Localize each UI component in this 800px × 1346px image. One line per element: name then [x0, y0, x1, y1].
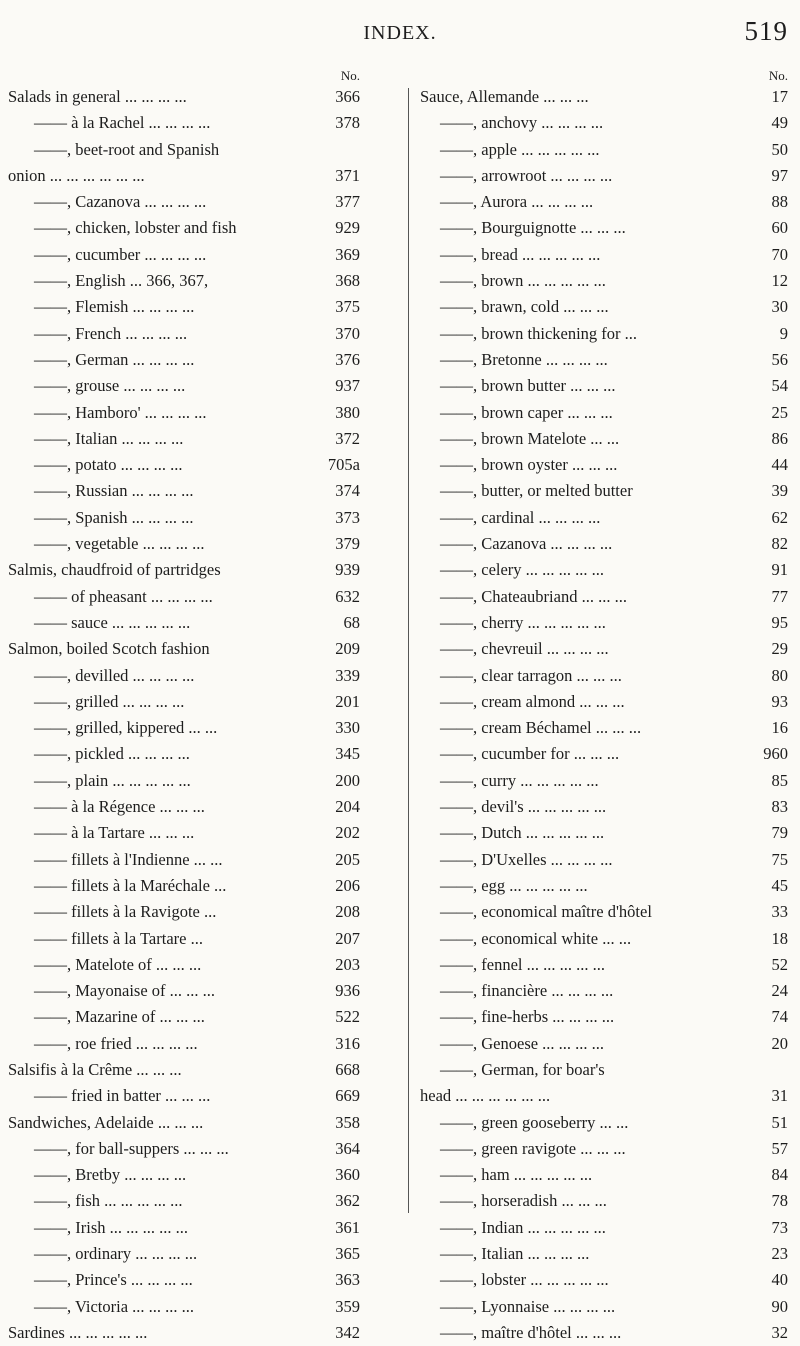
entry-text: ——, chicken, lobster and fish: [34, 218, 237, 238]
index-entry: [420, 1136, 794, 1162]
entry-number: 74: [771, 1007, 788, 1027]
entry-text: —— sauce ... ... ... ... ...: [34, 612, 191, 632]
index-entry: [8, 636, 400, 662]
entry-number: 18: [771, 928, 788, 948]
entry-text: ——, Victoria ... ... ... ...: [34, 1296, 195, 1316]
index-entry: [420, 899, 794, 925]
index-entry: [8, 584, 400, 610]
entry-text: ——, apple ... ... ... ... ...: [440, 139, 600, 159]
index-entry: [8, 268, 400, 294]
entry-text: ——, English ... 366, 367,: [34, 271, 209, 291]
entry-number: 54: [771, 376, 788, 396]
entry-number: 12: [771, 271, 788, 291]
entry-text: ——, economical maître d'hôtel: [440, 902, 652, 922]
entry-text: —— fried in batter ... ... ...: [34, 1086, 211, 1106]
entry-number: 20: [771, 1033, 788, 1053]
entry-text: Salads in general ... ... ... ...: [8, 87, 187, 106]
entry-number: 24: [771, 981, 788, 1001]
index-entry: [8, 557, 400, 583]
entry-text: ——, green gooseberry ... ...: [440, 1112, 629, 1132]
index-entry: [8, 1241, 400, 1267]
entry-text: ——, cream Béchamel ... ... ...: [440, 718, 642, 738]
index-entry: [420, 373, 794, 399]
entry-number: 364: [335, 1138, 360, 1158]
index-entry: [8, 1320, 400, 1346]
index-entry: [8, 899, 400, 925]
index-entry: [420, 84, 794, 110]
entry-text: head ... ... ... ... ... ...: [420, 1086, 551, 1106]
index-entry: [420, 1320, 794, 1346]
entry-number: 368: [335, 271, 360, 291]
index-entry: [8, 1162, 400, 1188]
entry-number: 32: [771, 1322, 788, 1342]
index-entry: [420, 531, 794, 557]
entry-number: 370: [335, 323, 360, 343]
entry-text: ——, brown caper ... ... ...: [440, 402, 613, 422]
entry-text: ——, brown Matelote ... ...: [440, 428, 620, 448]
entry-number: 44: [771, 455, 788, 475]
entry-number: 316: [335, 1033, 360, 1053]
entry-text: Salsifis à la Crême ... ... ...: [8, 1059, 182, 1079]
entry-text: ——, brawn, cold ... ... ...: [440, 297, 609, 317]
entry-number: 206: [335, 875, 360, 895]
entry-number: 208: [335, 902, 360, 922]
entry-text: ——, German, for boar's: [440, 1059, 605, 1079]
entry-number: 80: [771, 665, 788, 685]
entry-number: 33: [771, 902, 788, 922]
entry-text: ——, butter, or melted butter: [440, 481, 633, 501]
entry-text: —— fillets à la Tartare ...: [34, 928, 203, 948]
entry-text: ——, plain ... ... ... ... ...: [34, 770, 191, 790]
entry-text: onion ... ... ... ... ... ...: [8, 165, 145, 185]
index-entry: [420, 242, 794, 268]
entry-text: ——, Chateaubriand ... ... ...: [440, 586, 627, 606]
index-entry: [420, 400, 794, 426]
entry-text: ——, lobster ... ... ... ... ...: [440, 1270, 609, 1290]
entry-number: 361: [335, 1217, 360, 1237]
entry-number: 9: [779, 323, 788, 343]
number-column-heading: No.: [340, 68, 360, 83]
entry-number: 79: [771, 823, 788, 843]
entry-text: ——, fish ... ... ... ... ...: [34, 1191, 183, 1211]
entry-number: 88: [771, 192, 788, 212]
entry-text: ——, Mayonaise of ... ... ...: [34, 981, 216, 1001]
index-entry: [8, 1110, 400, 1136]
index-entry: [8, 163, 400, 189]
index-entry: [420, 1162, 794, 1188]
entry-number: 203: [335, 954, 360, 974]
entry-number: 330: [335, 718, 360, 738]
index-entry: [420, 268, 794, 294]
entry-text: ——, Cazanova ... ... ... ...: [34, 192, 207, 212]
entry-number: 39: [771, 481, 788, 501]
index-entry: [420, 636, 794, 662]
index-entry: [420, 1031, 794, 1057]
entry-number: 522: [335, 1007, 360, 1027]
entry-text: ——, Russian ... ... ... ...: [34, 481, 194, 501]
entry-text: ——, Lyonnaise ... ... ... ...: [440, 1296, 616, 1316]
entry-number: 202: [335, 823, 360, 843]
entry-number: 25: [771, 402, 788, 422]
entry-text: ——, brown thickening for ...: [440, 323, 638, 343]
entry-number: 84: [771, 1165, 788, 1185]
entry-number: 939: [335, 560, 360, 580]
entry-text: ——, Aurora ... ... ... ...: [440, 192, 594, 212]
entry-text: ——, grilled, kippered ... ...: [34, 718, 218, 738]
entry-number: 358: [335, 1112, 360, 1132]
entry-number: 95: [771, 612, 788, 632]
entry-text: ——, Italian ... ... ... ...: [440, 1244, 590, 1264]
index-entry: [420, 584, 794, 610]
entry-number: 209: [335, 639, 360, 659]
index-entry: [8, 1188, 400, 1214]
entry-number: 52: [771, 954, 788, 974]
entry-number: 62: [771, 507, 788, 527]
entry-number: 207: [335, 928, 360, 948]
entry-number: 82: [771, 534, 788, 554]
entry-number: 372: [335, 428, 360, 448]
index-entry: [420, 189, 794, 215]
entry-text: ——, devilled ... ... ... ...: [34, 665, 195, 685]
entry-number: 97: [771, 165, 788, 185]
index-entry: [420, 557, 794, 583]
entry-text: ——, curry ... ... ... ... ...: [440, 770, 599, 790]
entry-text: ——, Hamboro' ... ... ... ...: [34, 402, 207, 422]
index-entry: [8, 505, 400, 531]
index-entry: [8, 820, 400, 846]
entry-text: —— à la Rachel ... ... ... ...: [34, 113, 211, 133]
index-entry: [8, 400, 400, 426]
entry-text: ——, ordinary ... ... ... ...: [34, 1244, 198, 1264]
entry-text: ——, horseradish ... ... ...: [440, 1191, 607, 1211]
entry-text: ——, pickled ... ... ... ...: [34, 744, 190, 764]
index-entry: [8, 978, 400, 1004]
entry-number: 91: [771, 560, 788, 580]
entry-number: 17: [771, 87, 788, 106]
entry-text: ——, beet-root and Spanish: [34, 139, 220, 159]
index-entry: [8, 189, 400, 215]
entry-number: 936: [335, 981, 360, 1001]
index-entry: [8, 610, 400, 636]
entry-number: 379: [335, 534, 360, 554]
entry-number: 375: [335, 297, 360, 317]
column-divider: [408, 88, 409, 1213]
entry-number: 56: [771, 349, 788, 369]
index-entry: [420, 215, 794, 241]
entry-text: ——, German ... ... ... ...: [34, 349, 195, 369]
entry-text: ——, Indian ... ... ... ... ...: [440, 1217, 606, 1237]
entry-number: 200: [335, 770, 360, 790]
index-entry: [8, 768, 400, 794]
entry-number: 78: [771, 1191, 788, 1211]
index-entry: [420, 610, 794, 636]
entry-text: —— à la Tartare ... ... ...: [34, 823, 195, 843]
index-entry: [420, 505, 794, 531]
index-entry: [420, 663, 794, 689]
entry-number: 359: [335, 1296, 360, 1316]
entry-number: 23: [771, 1244, 788, 1264]
index-entry: [8, 347, 400, 373]
entry-text: ——, Flemish ... ... ... ...: [34, 297, 195, 317]
index-entry: [8, 294, 400, 320]
page-header: [0, 0, 800, 60]
entry-number: 937: [335, 376, 360, 396]
entry-text: Salmon, boiled Scotch fashion: [8, 639, 210, 659]
entry-number: 366: [335, 87, 360, 106]
entry-number: 705a: [327, 455, 360, 475]
index-entry: [8, 84, 400, 110]
entry-number: 204: [335, 797, 360, 817]
entry-text: ——, for ball-suppers ... ... ...: [34, 1138, 229, 1158]
entry-text: ——, brown butter ... ... ...: [440, 376, 616, 396]
index-entry: [420, 1004, 794, 1030]
entry-text: ——, cardinal ... ... ... ...: [440, 507, 601, 527]
index-entry: [420, 163, 794, 189]
entry-text: ——, fine-herbs ... ... ... ...: [440, 1007, 615, 1027]
entry-text: Sauce, Allemande ... ... ...: [420, 87, 589, 106]
index-entry: [420, 1110, 794, 1136]
running-title: INDEX.: [363, 22, 437, 44]
index-entry: [420, 110, 794, 136]
entry-text: ——, economical white ... ...: [440, 928, 632, 948]
entry-number: 90: [771, 1296, 788, 1316]
index-entry: [8, 426, 400, 452]
entry-text: —— of pheasant ... ... ... ...: [34, 586, 213, 606]
entry-number: 45: [771, 875, 788, 895]
index-entry: [420, 952, 794, 978]
entry-text: ——, cucumber for ... ... ...: [440, 744, 620, 764]
entry-text: ——, Spanish ... ... ... ...: [34, 507, 194, 527]
index-entry: [420, 768, 794, 794]
entry-text: ——, Irish ... ... ... ... ...: [34, 1217, 188, 1237]
index-entry: [420, 1057, 794, 1083]
index-column-right: [420, 58, 794, 1346]
entry-number: 668: [335, 1059, 360, 1079]
entry-number: 345: [335, 744, 360, 764]
index-entry: [8, 663, 400, 689]
entry-text: ——, grilled ... ... ... ...: [34, 691, 185, 711]
entry-number: 60: [771, 218, 788, 238]
entry-number: 632: [335, 586, 360, 606]
entry-text: ——, vegetable ... ... ... ...: [34, 534, 205, 554]
index-entry: [8, 926, 400, 952]
index-entry: [8, 373, 400, 399]
entry-number: 377: [335, 192, 360, 212]
index-entry: [420, 137, 794, 163]
index-entry: [420, 926, 794, 952]
entry-text: ——, Italian ... ... ... ...: [34, 428, 184, 448]
entry-number: 85: [771, 770, 788, 790]
page-number: 519: [744, 16, 788, 46]
entry-text: Sandwiches, Adelaide ... ... ...: [8, 1112, 204, 1132]
entry-text: ——, green ravigote ... ... ...: [440, 1138, 626, 1158]
entry-text: —— fillets à la Maréchale ...: [34, 875, 227, 895]
entry-number: 380: [335, 402, 360, 422]
entry-text: ——, celery ... ... ... ... ...: [440, 560, 605, 580]
index-entry: [420, 347, 794, 373]
index-entry: [420, 426, 794, 452]
index-entry: [8, 1004, 400, 1030]
index-entry: [420, 847, 794, 873]
entry-number: 201: [335, 691, 360, 711]
entry-number: 376: [335, 349, 360, 369]
index-entry: [8, 1215, 400, 1241]
index-entry: [420, 1215, 794, 1241]
index-entry: [8, 794, 400, 820]
index-entry: [8, 215, 400, 241]
index-entry: [420, 1188, 794, 1214]
entry-number: 371: [335, 165, 360, 185]
index-entry: [8, 1136, 400, 1162]
index-entry: [8, 321, 400, 347]
entry-number: 929: [335, 218, 360, 238]
entry-number: 369: [335, 244, 360, 264]
entry-number: 669: [335, 1086, 360, 1106]
entry-text: ——, financière ... ... ... ...: [440, 981, 614, 1001]
entry-text: ——, chevreuil ... ... ... ...: [440, 639, 609, 659]
entry-text: —— fillets à la Ravigote ...: [34, 902, 217, 922]
index-entry: [420, 452, 794, 478]
index-entry: [420, 689, 794, 715]
index-entry: [8, 242, 400, 268]
index-entry: [420, 820, 794, 846]
entry-text: ——, egg ... ... ... ... ...: [440, 875, 588, 895]
entry-number: 378: [335, 113, 360, 133]
entry-text: ——, Genoese ... ... ... ...: [440, 1033, 605, 1053]
entry-text: ——, potato ... ... ... ...: [34, 455, 183, 475]
index-entry: [8, 952, 400, 978]
entry-text: ——, cherry ... ... ... ... ...: [440, 612, 606, 632]
index-entry: [420, 741, 794, 767]
entry-text: ——, roe fried ... ... ... ...: [34, 1033, 198, 1053]
entry-number: 57: [771, 1138, 788, 1158]
entry-number: 31: [771, 1086, 788, 1106]
entry-text: ——, Matelote of ... ... ...: [34, 954, 202, 974]
index-entry: [420, 321, 794, 347]
entry-number: 51: [771, 1112, 788, 1132]
index-entry: [8, 1294, 400, 1320]
entry-number: 93: [771, 691, 788, 711]
index-entry: [8, 741, 400, 767]
index-entry: [8, 847, 400, 873]
entry-number: 40: [771, 1270, 788, 1290]
entry-text: ——, Mazarine of ... ... ...: [34, 1007, 205, 1027]
index-column-left: [8, 58, 400, 1346]
index-entry: [8, 452, 400, 478]
entry-text: ——, clear tarragon ... ... ...: [440, 665, 622, 685]
index-entry: [420, 1241, 794, 1267]
entry-number: 49: [771, 113, 788, 133]
entry-number: 373: [335, 507, 360, 527]
entry-text: ——, Bretby ... ... ... ...: [34, 1165, 187, 1185]
entry-text: ——, arrowroot ... ... ... ...: [440, 165, 613, 185]
index-entry: [420, 1083, 794, 1109]
index-entry: [8, 715, 400, 741]
entry-text: —— fillets à l'Indienne ... ...: [34, 849, 223, 869]
entry-text: ——, maître d'hôtel ... ... ...: [440, 1322, 622, 1342]
entry-number: 365: [335, 1244, 360, 1264]
entry-number: 73: [771, 1217, 788, 1237]
entry-text: Salmis, chaudfroid of partridges: [8, 560, 221, 580]
number-column-heading: No.: [768, 68, 788, 83]
index-entry: [420, 1267, 794, 1293]
entry-text: ——, brown ... ... ... ... ...: [440, 271, 606, 291]
entry-text: ——, Bourguignotte ... ... ...: [440, 218, 626, 238]
entry-number: 75: [771, 849, 788, 869]
entry-number: 363: [335, 1270, 360, 1290]
index-entry: [8, 1057, 400, 1083]
index-entry: [8, 689, 400, 715]
index-entry: [420, 715, 794, 741]
entry-number: 360: [335, 1165, 360, 1185]
index-entry: [420, 978, 794, 1004]
entry-text: ——, grouse ... ... ... ...: [34, 376, 186, 396]
entry-text: ——, cucumber ... ... ... ...: [34, 244, 207, 264]
index-entry: [8, 1083, 400, 1109]
entry-number: 960: [763, 744, 788, 764]
entry-number: 374: [335, 481, 360, 501]
index-entry: [420, 478, 794, 504]
index-entry: [420, 873, 794, 899]
entry-text: ——, Dutch ... ... ... ... ...: [440, 823, 605, 843]
entry-text: ——, Cazanova ... ... ... ...: [440, 534, 613, 554]
entry-text: ——, anchovy ... ... ... ...: [440, 113, 604, 133]
entry-text: ——, cream almond ... ... ...: [440, 691, 625, 711]
entry-number: 77: [771, 586, 788, 606]
entry-text: ——, fennel ... ... ... ... ...: [440, 954, 605, 974]
index-entry: [8, 478, 400, 504]
index-entry: [8, 873, 400, 899]
index-entry: [420, 1294, 794, 1320]
entry-text: Sardines ... ... ... ... ...: [8, 1322, 148, 1342]
index-entry: [420, 794, 794, 820]
entry-number: 50: [771, 139, 788, 159]
index-entry: [8, 1031, 400, 1057]
entry-text: ——, Bretonne ... ... ... ...: [440, 349, 608, 369]
entry-number: 362: [335, 1191, 360, 1211]
entry-text: ——, bread ... ... ... ... ...: [440, 244, 601, 264]
entry-number: 86: [771, 428, 788, 448]
entry-text: ——, ham ... ... ... ... ...: [440, 1165, 593, 1185]
entry-number: 29: [771, 639, 788, 659]
index-entry: [8, 1267, 400, 1293]
entry-number: 16: [771, 718, 788, 738]
index-entry: [8, 137, 400, 163]
entry-number: 83: [771, 797, 788, 817]
entry-text: —— à la Régence ... ... ...: [34, 797, 205, 817]
index-entry: [8, 531, 400, 557]
entry-text: ——, brown oyster ... ... ...: [440, 455, 618, 475]
entry-text: ——, D'Uxelles ... ... ... ...: [440, 849, 613, 869]
entry-number: 68: [343, 612, 360, 632]
entry-number: 205: [335, 849, 360, 869]
index-entry: [420, 294, 794, 320]
entry-number: 342: [335, 1322, 360, 1342]
entry-text: ——, Prince's ... ... ... ...: [34, 1270, 193, 1290]
entry-text: ——, devil's ... ... ... ... ...: [440, 797, 607, 817]
entry-text: ——, French ... ... ... ...: [34, 323, 188, 343]
entry-number: 30: [771, 297, 788, 317]
index-entry: [8, 110, 400, 136]
entry-number: 339: [335, 665, 360, 685]
entry-number: 70: [771, 244, 788, 264]
